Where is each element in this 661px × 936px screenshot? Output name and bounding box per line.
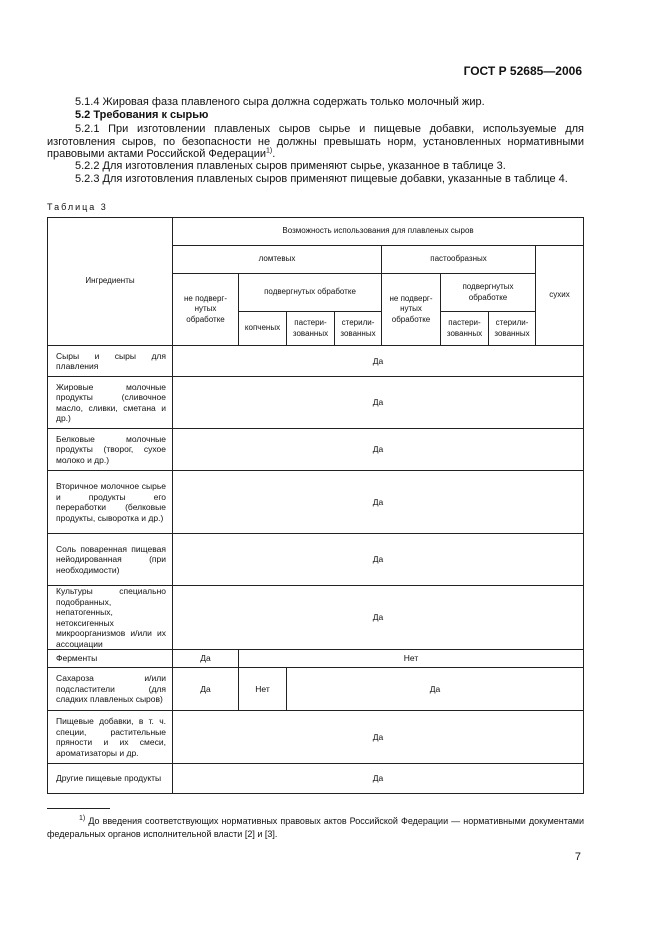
header-dry: сухих	[536, 246, 584, 346]
paragraph-5-1-4: 5.1.4 Жировая фаза плавленого сыра должна содержать только молочный жир.	[75, 96, 485, 108]
document-code: ГОСТ Р 52685—2006	[463, 64, 582, 78]
row-value: Да	[173, 429, 584, 471]
table-row	[48, 764, 584, 794]
footnote-text: До введения соответствующих нормативных правовых актов Российской Федерации — нормативными документами федеральных органов исполнительной власти [2] и [3].	[47, 816, 584, 839]
header-paste-not-processed: не подверг-нутых обработке	[382, 274, 441, 346]
row-value-b: Нет	[239, 668, 287, 711]
row-value: Да	[173, 534, 584, 586]
paragraph-5-2-3: 5.2.3 Для изготовления плавленых сыров применяют пищевые добавки, указанные в таблице 4.	[75, 173, 568, 185]
table-row	[48, 377, 584, 429]
table-row	[48, 346, 584, 377]
table-row	[48, 668, 584, 711]
paragraph-5-2-1-end: .	[272, 148, 276, 160]
row-label: Вторичное молочное сырье и продукты его переработки (белковые продукты, сыворотка и др.)	[48, 471, 173, 534]
header-paste-sterilized: стерили-зованных	[489, 312, 536, 346]
row-label: Белковые молочные продукты (творог, сухое молоко и др.)	[48, 429, 173, 471]
row-value-b: Нет	[239, 650, 584, 668]
page-number: 7	[574, 851, 581, 863]
row-label: Жировые молочные продукты (сливочное масло, сливки, сметана и др.)	[48, 377, 173, 429]
table-row	[48, 534, 584, 586]
table-row	[48, 711, 584, 764]
row-value-a: Да	[173, 668, 239, 711]
row-label: Соль поваренная пищевая нейодированная (при необходимости)	[48, 534, 173, 586]
header-paste: пастообразных	[382, 246, 536, 274]
row-value-c: Да	[287, 668, 584, 711]
table-row	[48, 471, 584, 534]
table-row	[48, 586, 584, 650]
paragraph-5-2-2: 5.2.2 Для изготовления плавленых сыров применяют сырье, указанное в таблице 3.	[75, 160, 506, 172]
table-3	[47, 217, 584, 794]
header-sliced: ломтевых	[173, 246, 382, 274]
header-sliced-smoked: копченых	[239, 312, 287, 346]
row-label: Сахароза и/или подсластители (для сладких плавленых сыров)	[48, 668, 173, 711]
header-sliced-pasteurized: пастери-зованных	[287, 312, 335, 346]
row-value: Да	[173, 377, 584, 429]
row-value: Да	[173, 764, 584, 794]
footnote-marker: 1)	[79, 815, 86, 822]
header-possibility: Возможность использования для плавленых сыров	[173, 218, 584, 246]
row-label: Пищевые добавки, в т. ч. специи, растительные пряности и их смеси, ароматизаторы и др.	[48, 711, 173, 764]
header-sliced-processed: подвергнутых обработке	[239, 274, 382, 312]
row-value-a: Да	[173, 650, 239, 668]
header-paste-processed: подвергнутых обработке	[441, 274, 536, 312]
table-row	[48, 429, 584, 471]
row-label: Сыры и сыры для плавления	[48, 346, 173, 377]
footnote-divider	[47, 808, 110, 809]
table-row	[48, 650, 584, 668]
row-label: Ферменты	[48, 650, 173, 668]
paragraph-5-2-1-text: 5.2.1 При изготовлении плавленых сыров сырье и пищевые добавки, используемые для изготовления сыров, по безопасности не должны превышать норм, установленных нормативными правовыми актами Российской Федерации	[47, 123, 584, 160]
paragraph-5-2-1	[47, 123, 584, 161]
row-label: Культуры специально подобранных, непатогенных, нетоксигенных микроорганизмов и/или их ассоциации	[48, 586, 173, 650]
row-label: Другие пищевые продукты	[48, 764, 173, 794]
header-paste-pasteurized: пастери-зованных	[441, 312, 489, 346]
section-title-5-2: 5.2 Требования к сырью	[75, 109, 209, 121]
table-caption: Таблица 3	[47, 202, 108, 212]
header-sliced-not-processed: не подверг-нутых обработке	[173, 274, 239, 346]
header-ingredients: Ингредиенты	[48, 218, 173, 346]
row-value: Да	[173, 346, 584, 377]
row-value: Да	[173, 586, 584, 650]
row-value: Да	[173, 711, 584, 764]
footnote	[47, 815, 584, 841]
row-value: Да	[173, 471, 584, 534]
footnote-ref: 1)	[266, 147, 273, 155]
header-sliced-sterilized: стерили-зованных	[335, 312, 382, 346]
